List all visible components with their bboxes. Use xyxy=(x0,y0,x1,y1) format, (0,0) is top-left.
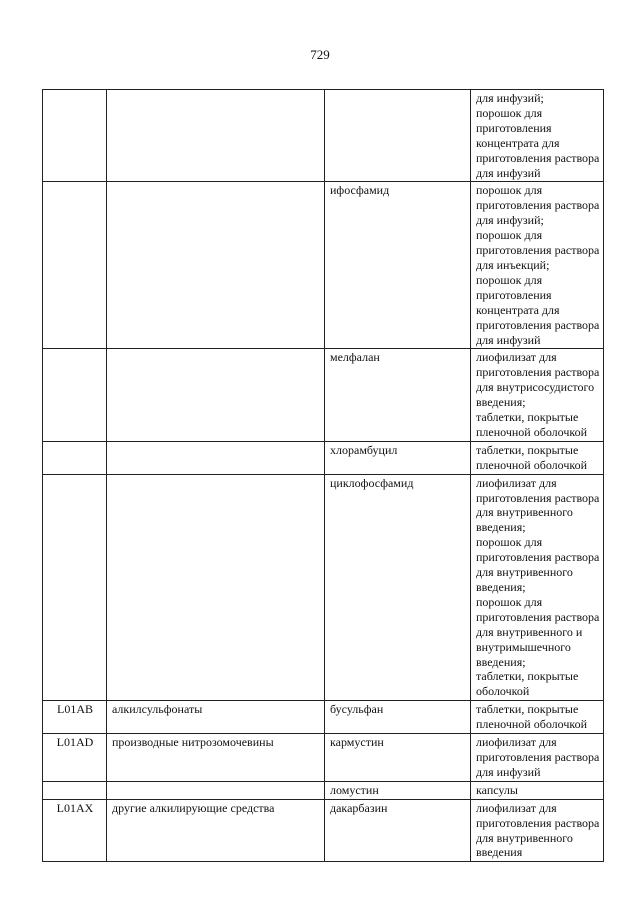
atc-code-cell: L01AX xyxy=(43,799,107,862)
dosage-form-line: приготовления раствора xyxy=(476,198,600,213)
drug-name-cell: дакарбазин xyxy=(325,799,471,862)
dosage-form-line: пленочной оболочкой xyxy=(476,457,588,472)
dosage-form-line: порошок для xyxy=(476,594,543,609)
table-row xyxy=(43,701,604,734)
dosage-form-line: оболочкой xyxy=(476,684,530,699)
drug-table xyxy=(42,89,604,862)
pharmacological-group-cell: производные нитрозомочевины xyxy=(107,734,325,782)
dosage-form-line: для инъекций; xyxy=(476,257,550,272)
dosage-form-cell xyxy=(471,90,604,182)
dosage-form-line: приготовления xyxy=(476,287,552,302)
dosage-form-line: введения; xyxy=(476,580,526,594)
table-row xyxy=(43,441,604,474)
drug-name-cell: ифосфамид xyxy=(325,182,471,349)
dosage-form-line: лиофилизат для xyxy=(476,735,557,750)
dosage-form-line: для внутривенного xyxy=(476,505,573,520)
dosage-form-line: для внутривенного xyxy=(476,830,573,845)
table-row xyxy=(43,799,604,862)
dosage-form-line: для инфузий; xyxy=(476,213,544,228)
dosage-form-cell xyxy=(471,182,604,349)
dosage-form-line: приготовления раствора xyxy=(476,550,600,565)
table-body xyxy=(43,90,604,862)
dosage-form-line: концентрата для xyxy=(476,135,560,150)
table-row xyxy=(43,349,604,441)
drug-name-cell: бусульфан xyxy=(325,701,471,734)
pharmacological-group-cell: алкилсульфонаты xyxy=(107,701,325,734)
dosage-form-line: приготовления xyxy=(476,120,552,135)
atc-code-cell: L01AD xyxy=(43,734,107,782)
dosage-form-line: введения; xyxy=(476,395,526,410)
dosage-form-line: внутримышечного xyxy=(476,639,571,654)
pharmacological-group-cell xyxy=(107,90,325,182)
dosage-form-line: для внутривенного xyxy=(476,565,573,580)
dosage-form-line: приготовления раствора xyxy=(476,150,600,165)
dosage-form-cell xyxy=(471,701,604,734)
dosage-form-line: порошок для xyxy=(476,228,543,243)
dosage-form-line: приготовления раствора xyxy=(476,609,600,624)
pharmacological-group-cell xyxy=(107,182,325,349)
dosage-form-line: лиофилизат для xyxy=(476,800,557,815)
dosage-form-line: порошок для xyxy=(476,272,543,287)
dosage-form-cell xyxy=(471,441,604,474)
dosage-form-line: капсулы xyxy=(476,782,518,797)
dosage-form-line: порошок для xyxy=(476,183,543,198)
dosage-form-line: лиофилизат для xyxy=(476,350,557,365)
atc-code-cell xyxy=(43,474,107,701)
dosage-form-line: приготовления раствора xyxy=(476,490,600,505)
table-row xyxy=(43,781,604,799)
drug-name-cell xyxy=(325,90,471,182)
page-number: 729 xyxy=(310,47,330,62)
dosage-form-line: таблетки, покрытые xyxy=(476,442,579,457)
dosage-form-line: концентрата для xyxy=(476,302,560,317)
dosage-form-line: для внутрисосудистого xyxy=(476,380,595,395)
atc-code-cell xyxy=(43,349,107,441)
dosage-form-line: приготовления раствора xyxy=(476,365,600,380)
atc-code-cell xyxy=(43,182,107,349)
table-row xyxy=(43,90,604,182)
dosage-form-cell xyxy=(471,799,604,862)
table-row xyxy=(43,182,604,349)
atc-code-cell: L01AB xyxy=(43,701,107,734)
atc-code-cell xyxy=(43,781,107,799)
dosage-form-line: приготовления раствора xyxy=(476,243,600,258)
pharmacological-group-cell: другие алкилирующие средства xyxy=(107,799,325,862)
dosage-form-line: для инфузий xyxy=(476,332,541,347)
dosage-form-cell xyxy=(471,781,604,799)
drug-name-cell: ломустин xyxy=(325,781,471,799)
dosage-form-line: таблетки, покрытые xyxy=(476,702,579,717)
pharmacological-group-cell xyxy=(107,441,325,474)
dosage-form-line: приготовления раствора xyxy=(476,749,600,764)
dosage-form-line: введения; xyxy=(476,654,526,669)
dosage-form-cell xyxy=(471,734,604,782)
dosage-form-line: таблетки, покрытые xyxy=(476,410,579,425)
drug-name-cell: циклофосфамид xyxy=(325,474,471,701)
atc-code-cell xyxy=(43,441,107,474)
dosage-form-line: пленочной оболочкой xyxy=(476,424,588,439)
dosage-form-line: порошок для xyxy=(476,535,543,550)
drug-name-cell: кармустин xyxy=(325,734,471,782)
table-row xyxy=(43,474,604,701)
dosage-form-line: для инфузий xyxy=(476,165,541,180)
dosage-form-line: пленочной оболочкой xyxy=(476,717,588,732)
pharmacological-group-cell xyxy=(107,474,325,701)
drug-name-cell: мелфалан xyxy=(325,349,471,441)
dosage-form-line: для инфузий xyxy=(476,764,541,779)
dosage-form-cell xyxy=(471,349,604,441)
dosage-form-line: приготовления раствора xyxy=(476,815,600,830)
dosage-form-line: введения; xyxy=(476,520,526,535)
dosage-form-line: для внутривенного и xyxy=(476,624,583,639)
dosage-form-line: лиофилизат для xyxy=(476,475,557,490)
pharmacological-group-cell xyxy=(107,349,325,441)
dosage-form-line: введения xyxy=(476,845,523,860)
dosage-form-line: для инфузий; xyxy=(476,91,544,105)
table-row xyxy=(43,734,604,782)
dosage-form-line: порошок для xyxy=(476,105,543,120)
dosage-form-line: таблетки, покрытые xyxy=(476,669,579,684)
pharmacological-group-cell xyxy=(107,781,325,799)
dosage-form-line: приготовления раствора xyxy=(476,317,600,332)
atc-code-cell xyxy=(43,90,107,182)
drug-name-cell: хлорамбуцил xyxy=(325,441,471,474)
dosage-form-cell xyxy=(471,474,604,701)
